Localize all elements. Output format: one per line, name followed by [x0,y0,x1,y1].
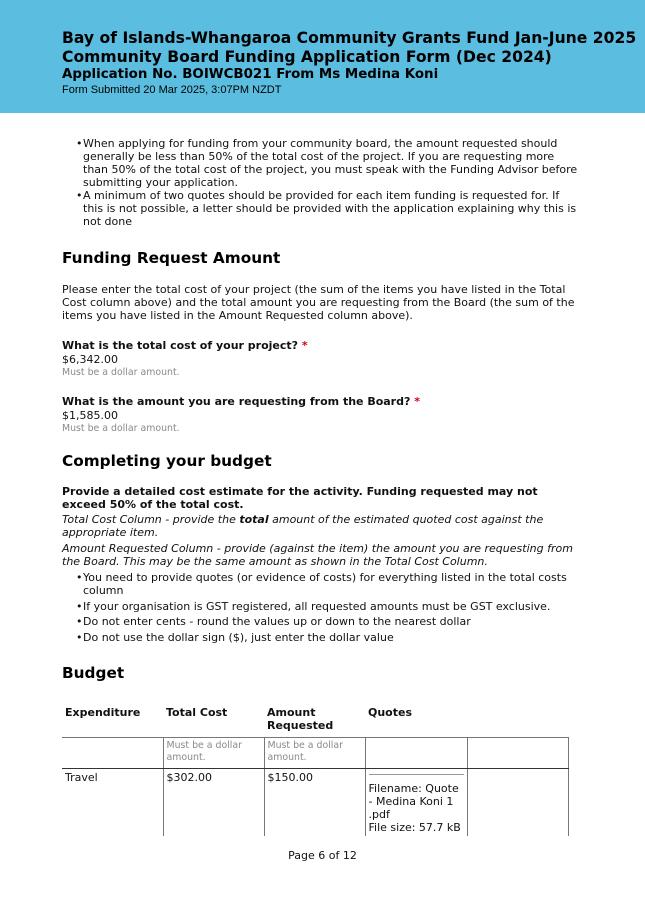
answer-value: $1,585.00 [62,409,118,422]
question-label [62,395,582,408]
table-cell [365,768,467,836]
table-cell: Must be a dollar amount. [264,737,365,768]
file-size: File size: 57.7 kB [368,820,461,834]
form-title-line1: Bay of Islands-Whangaroa Community Grants Fund Jan-June 2025 [62,29,637,47]
column-header: Total Cost [166,705,228,719]
question-text: What is the amount you are requesting from the Board? [62,395,411,408]
form-title-line2: Community Board Funding Application Form (Dec 2024) [62,48,552,66]
list-item: • If your organisation is GST registered, all requested amounts must be GST exclusive. [62,600,582,613]
table-cell: Must be a dollar amount. [163,737,264,768]
page-number: Page 6 of 12 [288,849,357,862]
page-content [62,137,582,836]
budget-bullet-list [62,571,582,644]
column-header: Quotes [368,705,413,719]
total-cost-note: Total Cost Column - provide the total amount of the estimated quoted cost against the appropriate item. [62,513,544,539]
table-cell [62,737,163,768]
intro-bullet-list [62,137,582,228]
list-item: • Do not enter cents - round the values up or down to the nearest dollar [62,615,582,628]
table-cell [365,737,467,768]
submission-timestamp: Form Submitted 20 Mar 2025, 3:07PM NZDT [62,84,282,96]
funding-description: Please enter the total cost of your project (the sum of the items you have listed in the Total Cost column above) and the total amount you are requesting from the Board (the sum of the items you have listed in the Amount Requested column above). [62,283,575,322]
list-item: • Do not use the dollar sign ($), just enter the dollar value [62,631,582,644]
list-item: • A minimum of two quotes should be provided for each item funding is requested for. If this is not possible, a letter should be provided with the application explaining why this is not done [62,189,582,228]
form-header [0,0,645,113]
table-cell [467,737,568,768]
table-cell [467,768,568,836]
table-header-row [62,704,568,738]
budget-intro: Provide a detailed cost estimate for the activity. Funding requested may not exceed 50% of the total cost. [62,485,538,511]
section-heading-budget: Budget [62,663,125,682]
section-heading-funding: Funding Request Amount [62,249,281,267]
application-number: Application No. BOIWCB021 From Ms Medina Koni [62,67,439,82]
column-header [467,704,568,738]
table-row [62,737,568,768]
list-item: • When applying for funding from your community board, the amount requested should generally be less than 50% of the total cost of the project. If you are requesting more than 50% of the total cost of the project, you must speak with the Funding Advisor before submitting your application. [62,137,582,189]
question-total-cost [62,339,582,379]
table-row [62,768,568,836]
attached-file [369,774,464,834]
amount-requested-note: Amount Requested Column - provide (against the item) the amount you are requesting from the Board. This may be the same amount as shown in the Total Cost Column. [62,542,573,568]
question-amount-requested [62,395,582,435]
question-label [62,339,582,352]
budget-table [62,704,569,836]
list-item: • You need to provide quotes (or evidence of costs) for everything listed in the total costs column [62,571,582,597]
file-name: Filename: Quote - Medina Koni 1 .pdf [368,781,459,821]
table-cell: Travel [65,770,98,784]
table-cell: $302.00 [163,768,264,836]
field-hint: Must be a dollar amount. [62,423,180,434]
required-mark: * [414,395,420,408]
required-mark: * [301,339,308,352]
section-heading-budget-guide: Completing your budget [62,452,272,470]
column-header: Expenditure [65,705,141,719]
answer-value: $6,342.00 [62,353,118,366]
emphasis-total: total [239,513,269,526]
question-text: What is the total cost of your project? [62,339,299,352]
field-hint: Must be a dollar amount. [62,367,180,378]
table-cell: $150.00 [264,768,365,836]
column-header: Amount Requested [267,705,334,732]
